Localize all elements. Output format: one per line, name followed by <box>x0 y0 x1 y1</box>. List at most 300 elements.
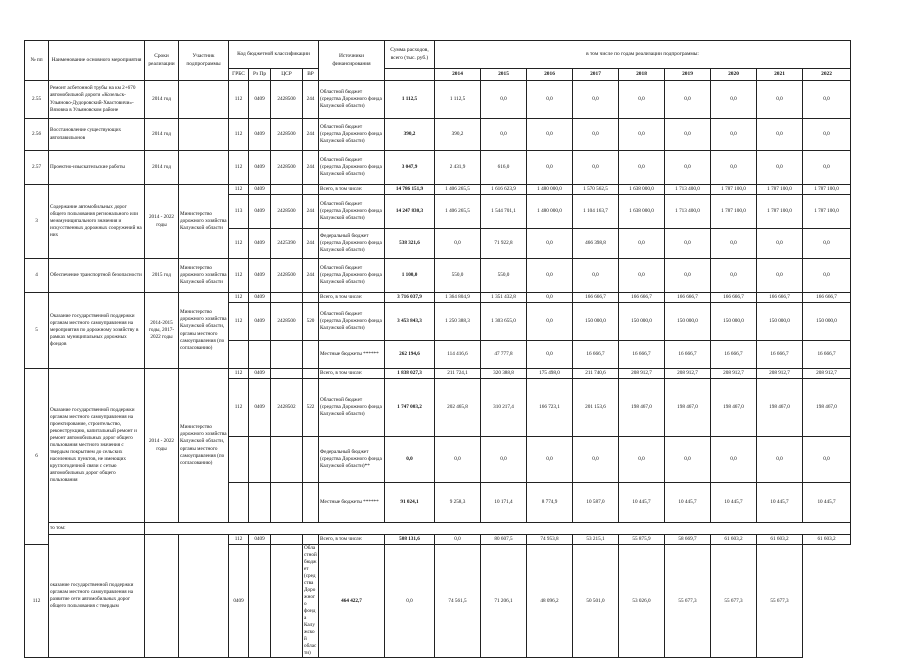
year-value-cell: 0,0 <box>527 151 573 185</box>
year-value-cell: 0,0 <box>711 119 757 151</box>
budget-table <box>24 40 851 658</box>
year-value-cell: 1 351 432,8 <box>481 293 527 303</box>
code-rzpr-cell: 0409 <box>229 545 249 658</box>
year-value-cell: 16 666,7 <box>619 341 665 369</box>
year-value-cell: 0,0 <box>757 151 803 185</box>
year-value-cell: 74 561,5 <box>435 545 481 658</box>
year-value-cell: 166 666,7 <box>803 293 851 303</box>
year-value-cell: 1 713 400,0 <box>665 185 711 195</box>
year-value-cell: 0,0 <box>665 119 711 151</box>
header-term: Сроки реализации <box>145 41 179 81</box>
code-vr-cell <box>303 369 319 379</box>
code-csr-cell: 2428500 <box>271 151 303 185</box>
total-cell: 1 112,5 <box>385 81 435 119</box>
code-csr-cell <box>271 369 303 379</box>
year-value-cell: 74 953,8 <box>527 535 573 545</box>
year-value-cell: 211 740,6 <box>573 369 619 379</box>
year-value-cell: 1 638 000,0 <box>619 185 665 195</box>
code-grbs-cell: 112 <box>229 535 249 545</box>
participant-cell: Министерство дорожного хозяйства Калужской области, органы местного самоуправления (по согласованию) <box>179 293 229 369</box>
participant-cell <box>179 535 229 658</box>
year-value-cell: 114 416,6 <box>435 341 481 369</box>
year-value-cell: 0,0 <box>619 151 665 185</box>
term-cell: 2014-2015 годы, 2017-2022 годы <box>145 293 179 369</box>
year-value-cell: 53 026,0 <box>619 545 665 658</box>
code-rzpr-cell <box>249 341 271 369</box>
year-value-cell: 310 217,4 <box>481 379 527 437</box>
empty-cell <box>145 523 851 535</box>
table-row <box>25 535 851 545</box>
year-value-cell: 0,0 <box>665 437 711 483</box>
year-value-cell: 0,0 <box>711 229 757 259</box>
header-code: Рз Пр <box>249 69 271 81</box>
total-cell: 3 453 843,3 <box>385 303 435 341</box>
year-value-cell: 0,0 <box>711 151 757 185</box>
total-cell: 3 047,9 <box>385 151 435 185</box>
year-value-cell: 10 445,7 <box>619 483 665 523</box>
year-value-cell: 0,0 <box>481 81 527 119</box>
total-cell: 538 321,6 <box>385 229 435 259</box>
code-vr-cell: 244 <box>303 151 319 185</box>
code-rzpr-cell: 0409 <box>249 303 271 341</box>
code-vr-cell: 244 <box>303 259 319 293</box>
year-value-cell: 390,2 <box>435 119 481 151</box>
header-year: 2020 <box>711 69 757 81</box>
year-value-cell: 61 603,2 <box>757 535 803 545</box>
source-cell: Областной бюджет (средства Дорожного фонда Калужской области) <box>304 545 317 657</box>
row-num-cell: 2.56 <box>25 119 49 151</box>
participant-cell <box>179 119 229 151</box>
year-value-cell: 208 912,7 <box>665 369 711 379</box>
year-value-cell: 10 587,0 <box>573 483 619 523</box>
year-value-cell: 166 666,7 <box>573 293 619 303</box>
code-vr-cell <box>271 545 303 658</box>
header-num: № пп <box>25 41 49 81</box>
year-value-cell: 47 777,8 <box>481 341 527 369</box>
year-value-cell: 150 000,0 <box>803 303 851 341</box>
year-value-cell: 1 787 100,0 <box>803 195 851 229</box>
year-value-cell: 16 666,7 <box>757 341 803 369</box>
code-grbs-cell: 112 <box>229 185 249 195</box>
total-cell: 1 100,0 <box>385 259 435 293</box>
term-cell: 2014 - 2022 годы <box>145 369 179 523</box>
source-cell: Всего, в том числе: <box>319 293 385 303</box>
source-cell: Федеральный бюджет (средства Дорожного фонда Калужской области)** <box>319 437 385 483</box>
row-num-cell: 5 <box>25 293 49 369</box>
year-value-cell: 202 465,8 <box>435 379 481 437</box>
code-vr-cell: 244 <box>303 229 319 259</box>
source-cell: Всего, в том числе: <box>319 369 385 379</box>
code-rzpr-cell: 0409 <box>249 151 271 185</box>
participant-cell: Министерство дорожного хозяйства Калужской области <box>179 185 229 259</box>
code-grbs-cell <box>229 483 249 523</box>
year-value-cell: 0,0 <box>803 437 851 483</box>
table-row <box>25 259 851 293</box>
participant-cell: Министерство дорожного хозяйства Калужской области, органы местного самоуправления (по согласованию) <box>179 369 229 523</box>
code-csr-cell: 2428500 <box>271 303 303 341</box>
header-code: ЦСР <box>271 69 303 81</box>
year-value-cell: 1 480 000,0 <box>527 185 573 195</box>
code-rzpr-cell: 0409 <box>249 81 271 119</box>
year-value-cell: 0,0 <box>527 259 573 293</box>
code-grbs-cell: 112 <box>25 545 49 658</box>
year-value-cell: 1 787 100,0 <box>711 185 757 195</box>
code-rzpr-cell: 0409 <box>249 259 271 293</box>
table-row <box>25 151 851 185</box>
year-value-cell: 198 467,0 <box>619 379 665 437</box>
header-year: 2019 <box>665 69 711 81</box>
total-cell: 0,0 <box>385 437 435 483</box>
code-grbs-cell: 112 <box>229 119 249 151</box>
year-value-cell: 198 467,0 <box>711 379 757 437</box>
year-value-cell: 16 666,7 <box>573 341 619 369</box>
year-value-cell: 1 112,5 <box>435 81 481 119</box>
row-num-cell: 4 <box>25 259 49 293</box>
year-value-cell: 466 398,8 <box>573 229 619 259</box>
code-rzpr-cell <box>249 483 271 523</box>
header-year: 2022 <box>803 69 851 81</box>
code-csr-cell: 2428502 <box>271 379 303 437</box>
source-cell: Областной бюджет (средства Дорожного фонда Калужской области) <box>319 119 385 151</box>
year-value-cell: 150 000,0 <box>757 303 803 341</box>
header-budget-code: Код бюджетной классификации <box>229 41 319 69</box>
year-value-cell: 0,0 <box>527 303 573 341</box>
header-year: 2021 <box>757 69 803 81</box>
year-value-cell: 166 723,1 <box>527 379 573 437</box>
code-vr-cell: 244 <box>303 119 319 151</box>
year-value-cell: 10 445,7 <box>803 483 851 523</box>
total-cell: 14 786 151,9 <box>385 185 435 195</box>
code-csr-cell: 2428500 <box>271 195 303 229</box>
year-value-cell: 0,0 <box>435 535 481 545</box>
year-value-cell: 0,0 <box>527 293 573 303</box>
header-total-spacer <box>385 69 435 81</box>
year-value-cell: 1 303 655,0 <box>481 303 527 341</box>
year-value-cell: 1 406 265,5 <box>435 185 481 195</box>
year-value-cell: 1 787 100,0 <box>757 185 803 195</box>
year-value-cell: 0,0 <box>711 81 757 119</box>
activity-name-cell: Проектно-изыскательские работы <box>49 151 145 185</box>
year-value-cell: 0,0 <box>803 81 851 119</box>
year-value-cell: 0,0 <box>803 151 851 185</box>
term-cell: 2014 год <box>145 119 179 151</box>
code-grbs-cell: 112 <box>229 81 249 119</box>
year-value-cell: 0,0 <box>803 119 851 151</box>
row-num-cell: 2.57 <box>25 151 49 185</box>
table-row <box>25 185 851 195</box>
year-value-cell: 0,0 <box>385 545 435 658</box>
year-value-cell: 71 206,1 <box>481 545 527 658</box>
year-value-cell: 10 445,7 <box>665 483 711 523</box>
header-code: ГРБС <box>229 69 249 81</box>
total-cell: 262 194,6 <box>385 341 435 369</box>
source-cell: Местные бюджеты ****** <box>319 341 385 369</box>
source-cell: Областной бюджет (средства Дорожного фонда Калужской области) <box>319 303 385 341</box>
year-value-cell: 0,0 <box>665 229 711 259</box>
source-cell: Областной бюджет (средства Дорожного фонда Калужской области) <box>319 259 385 293</box>
term-cell: 2015 год <box>145 259 179 293</box>
year-value-cell: 320 388,8 <box>481 369 527 379</box>
source-cell: Всего, в том числе: <box>319 535 385 545</box>
year-value-cell: 55 677,3 <box>757 545 803 658</box>
term-cell: 2014 год <box>145 81 179 119</box>
code-rzpr-cell: 0409 <box>249 379 271 437</box>
header-year: 2017 <box>573 69 619 81</box>
year-value-cell: 208 912,7 <box>619 369 665 379</box>
year-value-cell: 211 724,1 <box>435 369 481 379</box>
year-value-cell: 0,0 <box>527 81 573 119</box>
year-value-cell: 61 603,2 <box>711 535 757 545</box>
year-value-cell: 1 616 623,9 <box>481 185 527 195</box>
participant-cell <box>179 151 229 185</box>
year-value-cell: 0,0 <box>527 119 573 151</box>
participant-cell <box>179 81 229 119</box>
term-cell <box>145 535 179 658</box>
year-value-cell: 1 787 100,0 <box>711 195 757 229</box>
code-grbs-cell: 112 <box>229 229 249 259</box>
year-value-cell: 2 431,9 <box>435 151 481 185</box>
year-value-cell: 198 467,0 <box>803 379 851 437</box>
year-value-cell: 0,0 <box>573 81 619 119</box>
code-vr-cell <box>303 437 319 483</box>
activity-name-cell: Содержание автомобильных дорог общего пользования регионального или межмуниципального значения и искусственных дорожных сооружений на них <box>49 185 145 259</box>
year-value-cell: 0,0 <box>573 119 619 151</box>
year-value-cell: 0,0 <box>665 259 711 293</box>
code-grbs-cell: 112 <box>229 369 249 379</box>
header-code: ВР <box>303 69 319 81</box>
year-value-cell: 1 570 562,5 <box>573 185 619 195</box>
activity-name-cell: Оказание государственной поддержки органам местного самоуправления на проектирование, строительство, реконструкцию, капитальный ремонт и ремонт автомобильных дорог общего пользования местного значения с твердым покрытием до сельских населенных пунктов, не имеющих круглогодичной связи с сетью автомобильных дорог общего пользования <box>49 369 145 523</box>
year-value-cell: 208 912,7 <box>711 369 757 379</box>
table-row <box>25 369 851 379</box>
year-value-cell: 166 666,7 <box>757 293 803 303</box>
year-value-cell: 0,0 <box>803 229 851 259</box>
code-grbs-cell: 113 <box>229 195 249 229</box>
year-value-cell: 8 774,9 <box>527 483 573 523</box>
year-value-cell: 1 104 163,7 <box>573 195 619 229</box>
year-value-cell: 208 912,7 <box>757 369 803 379</box>
code-grbs-cell <box>229 341 249 369</box>
header-year: 2016 <box>527 69 573 81</box>
year-value-cell: 150 000,0 <box>665 303 711 341</box>
activity-name-cell: Оказание государственной поддержки органам местного самоуправления на мероприятия по дорожному хозяйству в рамках муниципальных дорожных фондов <box>49 293 145 369</box>
row-num-cell: 2.55 <box>25 81 49 119</box>
year-value-cell: 1 638 000,0 <box>619 195 665 229</box>
total-cell: 390,2 <box>385 119 435 151</box>
code-rzpr-cell: 0409 <box>249 195 271 229</box>
activity-name-cell: Обеспечение транспортной безопасности <box>49 259 145 293</box>
total-cell: 3 716 037,9 <box>385 293 435 303</box>
header-source: Источники финансирования <box>319 41 385 81</box>
year-value-cell: 55 677,3 <box>711 545 757 658</box>
year-value-cell: 0,0 <box>757 81 803 119</box>
year-value-cell: 0,0 <box>481 119 527 151</box>
source-cell: Всего, в том числе: <box>319 185 385 195</box>
year-value-cell: 201 153,6 <box>573 379 619 437</box>
code-grbs-cell: 112 <box>229 379 249 437</box>
year-value-cell: 0,0 <box>757 119 803 151</box>
year-value-cell: 1 787 100,0 <box>803 185 851 195</box>
code-csr-cell: 2428500 <box>271 119 303 151</box>
year-value-cell: 550,0 <box>481 259 527 293</box>
code-csr-cell: 2428500 <box>271 81 303 119</box>
year-value-cell: 0,0 <box>757 229 803 259</box>
code-vr-cell: 520 <box>303 303 319 341</box>
code-vr-cell: 522 <box>303 379 319 437</box>
code-vr-cell <box>303 341 319 369</box>
year-value-cell: 0,0 <box>527 229 573 259</box>
year-value-cell: 16 666,7 <box>711 341 757 369</box>
year-value-cell: 1 364 804,9 <box>435 293 481 303</box>
year-value-cell: 0,0 <box>619 81 665 119</box>
year-value-cell: 0,0 <box>619 437 665 483</box>
total-cell: 1 838 027,3 <box>385 369 435 379</box>
year-value-cell: 9 258,3 <box>435 483 481 523</box>
year-value-cell: 0,0 <box>573 437 619 483</box>
code-rzpr-cell: 0409 <box>249 229 271 259</box>
header-total: Сумма расходов, всего (тыс. руб.) <box>385 41 435 69</box>
year-value-cell: 10 445,7 <box>757 483 803 523</box>
activity-name-cell: Восстановление существующих автопавильонов <box>49 119 145 151</box>
term-cell: 2014 - 2022 годы <box>145 185 179 259</box>
year-value-cell: 10 445,7 <box>711 483 757 523</box>
header-year: 2015 <box>481 69 527 81</box>
source-cell: Областной бюджет (средства Дорожного фонда Калужской области) <box>319 151 385 185</box>
year-value-cell: 1 480 000,0 <box>527 195 573 229</box>
year-value-cell: 150 000,0 <box>619 303 665 341</box>
code-csr-cell <box>271 293 303 303</box>
term-cell: 2014 год <box>145 151 179 185</box>
year-value-cell: 71 922,8 <box>481 229 527 259</box>
year-value-cell: 550,0 <box>435 259 481 293</box>
code-csr-cell <box>271 483 303 523</box>
year-value-cell: 50 501,0 <box>573 545 619 658</box>
total-cell: 508 131,6 <box>385 535 435 545</box>
year-value-cell: 198 467,0 <box>665 379 711 437</box>
year-value-cell: 0,0 <box>435 437 481 483</box>
code-csr-cell <box>271 437 303 483</box>
year-value-cell: 10 171,4 <box>481 483 527 523</box>
code-rzpr-cell: 0409 <box>249 119 271 151</box>
activity-name-cell: оказание государственной поддержки органам местного самоуправления на развитие сети автомобильных дорог общего пользования с твердым <box>49 535 145 658</box>
code-grbs-cell <box>229 437 249 483</box>
header-name: Наименование основного мероприятия <box>49 41 145 81</box>
code-vr-cell: 244 <box>303 195 319 229</box>
year-value-cell: 55 875,9 <box>619 535 665 545</box>
year-value-cell: 0,0 <box>573 259 619 293</box>
year-value-cell: 16 666,7 <box>665 341 711 369</box>
code-vr-cell <box>303 483 319 523</box>
source-cell: Местные бюджеты ****** <box>319 483 385 523</box>
total-cell: 91 024,1 <box>385 483 435 523</box>
year-value-cell: 1 250 388,3 <box>435 303 481 341</box>
year-value-cell: 0,0 <box>665 81 711 119</box>
source-cell: Областной бюджет (средства Дорожного фонда Калужской области) <box>319 379 385 437</box>
source-cell: Федеральный бюджет (средства Дорожного фонда Калужской области) <box>319 229 385 259</box>
header-by-years: в том числе по годам реализации подпрограммы: <box>435 41 851 69</box>
year-value-cell: 53 215,1 <box>573 535 619 545</box>
year-value-cell: 208 912,7 <box>803 369 851 379</box>
year-value-cell: 0,0 <box>803 259 851 293</box>
subsection-label-cell: то том: <box>49 523 145 535</box>
year-value-cell: 0,0 <box>711 259 757 293</box>
year-value-cell: 0,0 <box>435 229 481 259</box>
year-value-cell: 1 713 400,0 <box>665 195 711 229</box>
code-csr-cell: 2425390 <box>271 229 303 259</box>
budget-table-sheet <box>24 40 846 657</box>
code-vr-cell: 244 <box>303 81 319 119</box>
year-value-cell: 0,0 <box>619 259 665 293</box>
code-rzpr-cell: 0409 <box>249 535 271 545</box>
year-value-cell: 166 666,7 <box>619 293 665 303</box>
year-value-cell: 150 000,0 <box>573 303 619 341</box>
total-cell: 14 247 830,3 <box>385 195 435 229</box>
row-num-cell: 3 <box>25 185 49 259</box>
code-grbs-cell: 112 <box>229 151 249 185</box>
year-value-cell: 0,0 <box>665 151 711 185</box>
total-cell: 464 422,7 <box>319 545 385 658</box>
table-row <box>25 119 851 151</box>
year-value-cell: 58 669,7 <box>665 535 711 545</box>
year-value-cell: 166 666,7 <box>665 293 711 303</box>
total-cell: 1 747 003,2 <box>385 379 435 437</box>
year-value-cell: 198 467,0 <box>757 379 803 437</box>
source-cell: Областной бюджет (средства Дорожного фонда Калужской области) <box>319 81 385 119</box>
header-year: 2014 <box>435 69 481 81</box>
header-year: 2018 <box>619 69 665 81</box>
row-num-cell: 6 <box>25 369 49 545</box>
year-value-cell: 175 498,0 <box>527 369 573 379</box>
activity-name-cell: Ремонт асбетонной трубы на км 2+670 автомобильной дороги «Козельск-Ульяново-Дудоровский-Хвастовичи»-Вязовна в Ульяновском районе <box>49 81 145 119</box>
header-participant: Участник подпрограммы <box>179 41 229 81</box>
year-value-cell: 616,0 <box>481 151 527 185</box>
code-rzpr-cell: 0409 <box>249 369 271 379</box>
participant-cell: Министерство дорожного хозяйства Калужской области <box>179 259 229 293</box>
year-value-cell: 0,0 <box>619 119 665 151</box>
year-value-cell: 0,0 <box>711 437 757 483</box>
year-value-cell: 48 096,2 <box>527 545 573 658</box>
year-value-cell: 61 603,2 <box>803 535 851 545</box>
year-value-cell: 0,0 <box>757 259 803 293</box>
year-value-cell: 0,0 <box>757 437 803 483</box>
year-value-cell: 0,0 <box>573 151 619 185</box>
code-rzpr-cell: 0409 <box>249 185 271 195</box>
table-row <box>25 523 851 535</box>
code-grbs-cell: 112 <box>229 303 249 341</box>
code-vr-cell <box>303 293 319 303</box>
code-grbs-cell: 112 <box>229 293 249 303</box>
year-value-cell: 1 406 265,5 <box>435 195 481 229</box>
code-vr-cell <box>303 535 319 545</box>
code-vr-cell <box>303 185 319 195</box>
year-value-cell: 16 666,7 <box>803 341 851 369</box>
table-row <box>25 293 851 303</box>
year-value-cell: 0,0 <box>527 341 573 369</box>
code-rzpr-cell: 0409 <box>249 293 271 303</box>
source-cell: Областной бюджет (средства Дорожного фонда Калужской области) <box>319 195 385 229</box>
code-csr-cell <box>271 341 303 369</box>
year-value-cell: 150 000,0 <box>711 303 757 341</box>
year-value-cell: 0,0 <box>527 437 573 483</box>
year-value-cell: 0,0 <box>481 437 527 483</box>
year-value-cell: 0,0 <box>619 229 665 259</box>
code-csr-cell <box>249 545 271 658</box>
code-csr-cell <box>271 535 303 545</box>
code-rzpr-cell <box>249 437 271 483</box>
code-csr-cell: 2428500 <box>271 259 303 293</box>
year-value-cell: 80 607,5 <box>481 535 527 545</box>
year-value-cell: 55 677,3 <box>665 545 711 658</box>
